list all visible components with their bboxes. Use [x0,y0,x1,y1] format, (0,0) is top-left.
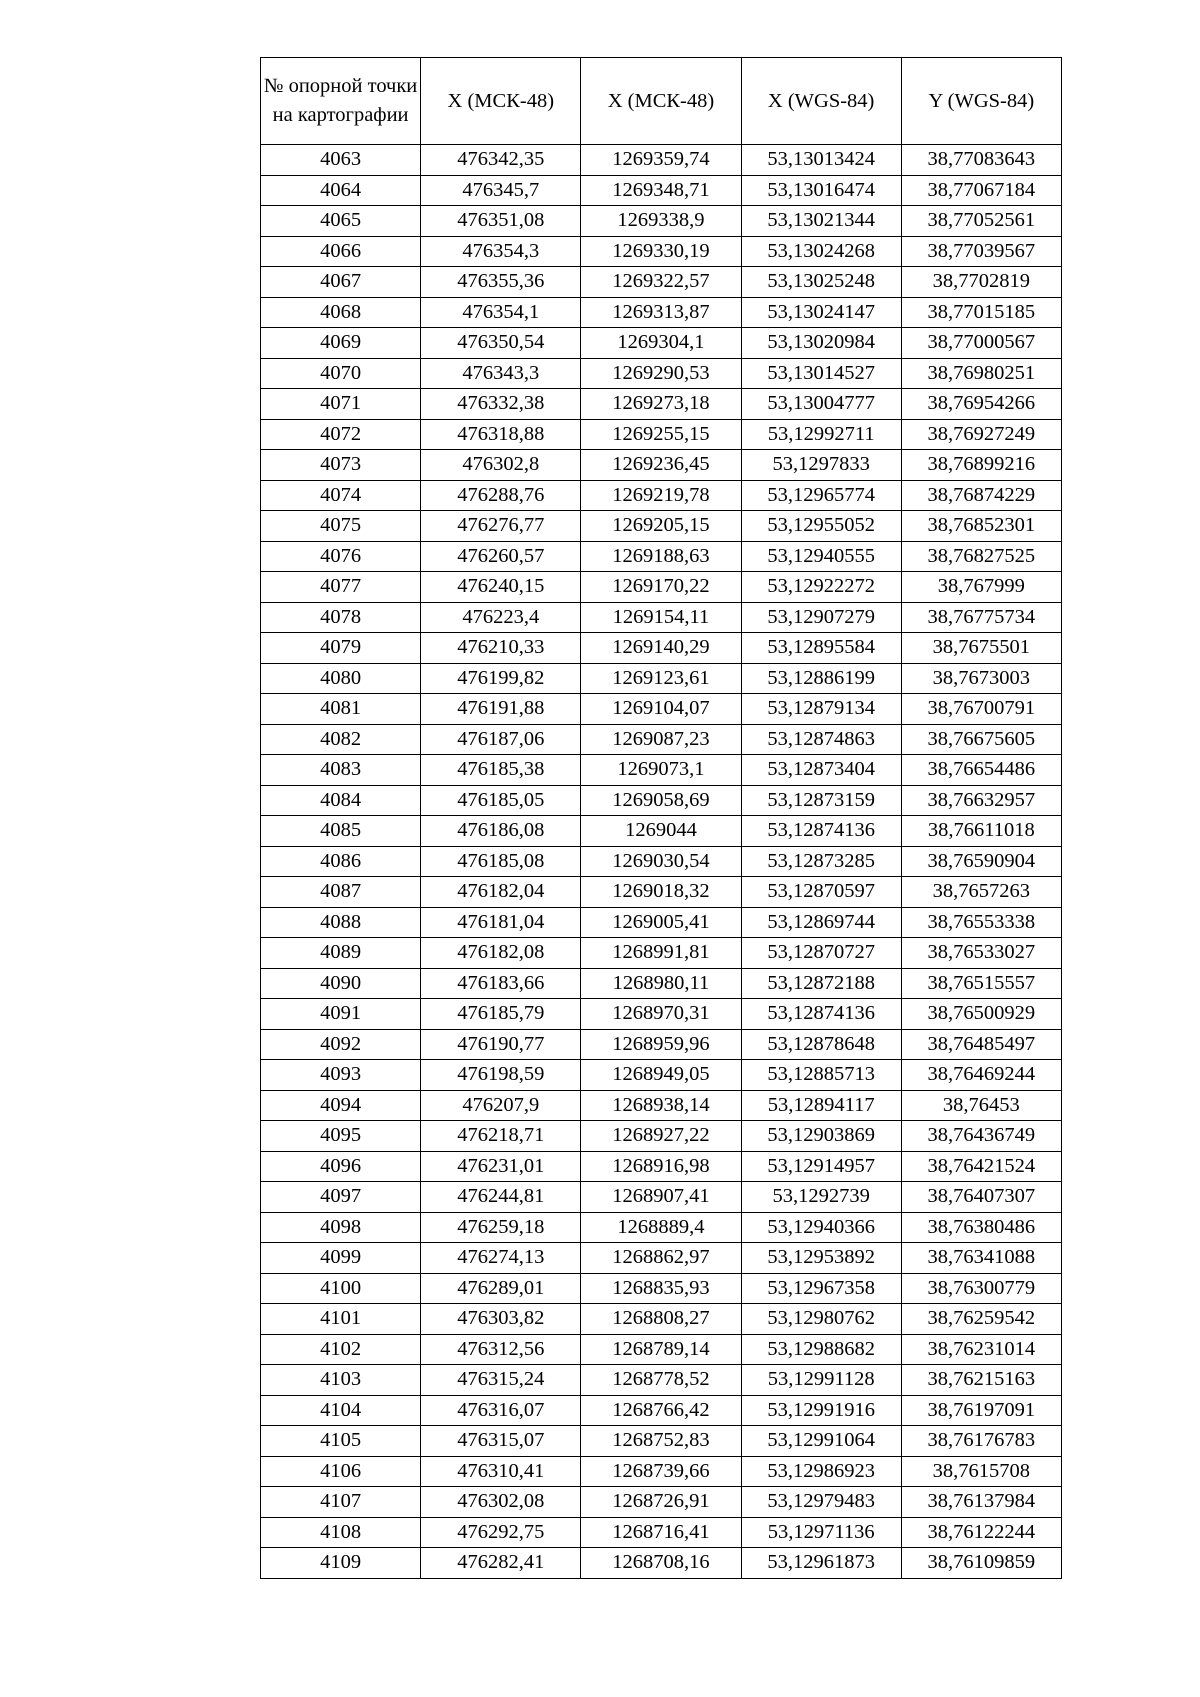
x-msk48-second-cell: 1268980,11 [581,968,741,999]
x-wgs84-cell: 53,12967358 [741,1273,901,1304]
x-msk48-second-cell: 1269073,1 [581,755,741,786]
x-msk48-second-cell: 1269273,18 [581,389,741,420]
x-msk48-second-cell: 1268708,16 [581,1548,741,1579]
point-number-cell: 4077 [261,572,421,603]
point-number-cell: 4108 [261,1517,421,1548]
x-msk48-second-cell: 1269154,11 [581,602,741,633]
table-row [261,297,1062,328]
x-msk48-cell: 476302,08 [421,1487,581,1518]
x-msk48-second-cell: 1269188,63 [581,541,741,572]
point-number-cell: 4086 [261,846,421,877]
x-wgs84-cell: 53,13004777 [741,389,901,420]
x-msk48-cell: 476210,33 [421,633,581,664]
table-row [261,1090,1062,1121]
x-msk48-second-cell: 1268766,42 [581,1395,741,1426]
y-wgs84-cell: 38,76852301 [901,511,1061,542]
table-row [261,755,1062,786]
x-msk48-second-cell: 1269087,23 [581,724,741,755]
x-msk48-second-cell: 1269123,61 [581,663,741,694]
x-msk48-cell: 476288,76 [421,480,581,511]
header-y-wgs84: Y (WGS-84) [901,58,1061,145]
x-msk48-cell: 476223,4 [421,602,581,633]
y-wgs84-cell: 38,76611018 [901,816,1061,847]
y-wgs84-cell: 38,76553338 [901,907,1061,938]
x-wgs84-cell: 53,12879134 [741,694,901,725]
x-wgs84-cell: 53,12872188 [741,968,901,999]
y-wgs84-cell: 38,76899216 [901,450,1061,481]
y-wgs84-cell: 38,76469244 [901,1060,1061,1091]
table-row [261,541,1062,572]
x-msk48-cell: 476260,57 [421,541,581,572]
x-msk48-second-cell: 1269170,22 [581,572,741,603]
x-msk48-second-cell: 1269313,87 [581,297,741,328]
table-row [261,1151,1062,1182]
point-number-cell: 4070 [261,358,421,389]
x-msk48-cell: 476181,04 [421,907,581,938]
table-row [261,877,1062,908]
x-wgs84-cell: 53,13013424 [741,145,901,176]
y-wgs84-cell: 38,76197091 [901,1395,1061,1426]
x-msk48-second-cell: 1269005,41 [581,907,741,938]
x-wgs84-cell: 53,12885713 [741,1060,901,1091]
point-number-cell: 4065 [261,206,421,237]
x-wgs84-cell: 53,12874863 [741,724,901,755]
x-wgs84-cell: 53,13024147 [741,297,901,328]
table-row [261,511,1062,542]
y-wgs84-cell: 38,76533027 [901,938,1061,969]
x-msk48-cell: 476318,88 [421,419,581,450]
x-msk48-cell: 476191,88 [421,694,581,725]
x-msk48-cell: 476185,79 [421,999,581,1030]
x-msk48-cell: 476354,3 [421,236,581,267]
x-wgs84-cell: 53,12870727 [741,938,901,969]
header-x-wgs84: X (WGS-84) [741,58,901,145]
x-msk48-second-cell: 1269290,53 [581,358,741,389]
y-wgs84-cell: 38,77039567 [901,236,1061,267]
x-msk48-cell: 476355,36 [421,267,581,298]
x-msk48-cell: 476274,13 [421,1243,581,1274]
y-wgs84-cell: 38,76421524 [901,1151,1061,1182]
y-wgs84-cell: 38,76654486 [901,755,1061,786]
coordinates-table [260,57,1062,1579]
table-row [261,846,1062,877]
x-msk48-cell: 476315,07 [421,1426,581,1457]
point-number-cell: 4071 [261,389,421,420]
x-msk48-cell: 476185,38 [421,755,581,786]
point-number-cell: 4076 [261,541,421,572]
x-wgs84-cell: 53,12894117 [741,1090,901,1121]
table-row [261,938,1062,969]
table-row [261,206,1062,237]
y-wgs84-cell: 38,76231014 [901,1334,1061,1365]
x-wgs84-cell: 53,12991916 [741,1395,901,1426]
table-row [261,358,1062,389]
x-msk48-cell: 476199,82 [421,663,581,694]
table-row [261,602,1062,633]
x-msk48-cell: 476190,77 [421,1029,581,1060]
x-wgs84-cell: 53,12873285 [741,846,901,877]
x-msk48-cell: 476185,05 [421,785,581,816]
x-wgs84-cell: 53,12986923 [741,1456,901,1487]
point-number-cell: 4094 [261,1090,421,1121]
table-body [261,145,1062,1579]
y-wgs84-cell: 38,76300779 [901,1273,1061,1304]
table-row [261,1243,1062,1274]
table-row [261,1365,1062,1396]
y-wgs84-cell: 38,76215163 [901,1365,1061,1396]
x-msk48-second-cell: 1268889,4 [581,1212,741,1243]
x-wgs84-cell: 53,12940555 [741,541,901,572]
table-row [261,1487,1062,1518]
y-wgs84-cell: 38,77015185 [901,297,1061,328]
table-row [261,1273,1062,1304]
x-msk48-second-cell: 1268938,14 [581,1090,741,1121]
table-row [261,1304,1062,1335]
x-msk48-second-cell: 1269255,15 [581,419,741,450]
x-wgs84-cell: 53,13025248 [741,267,901,298]
point-number-cell: 4109 [261,1548,421,1579]
table-row [261,1121,1062,1152]
x-wgs84-cell: 53,12971136 [741,1517,901,1548]
point-number-cell: 4081 [261,694,421,725]
table-row [261,1182,1062,1213]
x-msk48-second-cell: 1268716,41 [581,1517,741,1548]
table-row [261,907,1062,938]
x-msk48-second-cell: 1269030,54 [581,846,741,877]
y-wgs84-cell: 38,77083643 [901,145,1061,176]
x-msk48-second-cell: 1269219,78 [581,480,741,511]
x-wgs84-cell: 53,12988682 [741,1334,901,1365]
x-msk48-second-cell: 1268991,81 [581,938,741,969]
point-number-cell: 4101 [261,1304,421,1335]
x-wgs84-cell: 53,12873159 [741,785,901,816]
y-wgs84-cell: 38,76380486 [901,1212,1061,1243]
x-msk48-second-cell: 1269330,19 [581,236,741,267]
point-number-cell: 4105 [261,1426,421,1457]
table-row [261,999,1062,1030]
x-wgs84-cell: 53,12870597 [741,877,901,908]
x-msk48-second-cell: 1268959,96 [581,1029,741,1060]
x-wgs84-cell: 53,12991064 [741,1426,901,1457]
header-x-msk48: X (МСК-48) [421,58,581,145]
table-row [261,1060,1062,1091]
y-wgs84-cell: 38,76137984 [901,1487,1061,1518]
point-number-cell: 4107 [261,1487,421,1518]
point-number-cell: 4091 [261,999,421,1030]
x-msk48-second-cell: 1269338,9 [581,206,741,237]
table-row [261,968,1062,999]
x-msk48-cell: 476316,07 [421,1395,581,1426]
y-wgs84-cell: 38,76122244 [901,1517,1061,1548]
x-msk48-second-cell: 1268752,83 [581,1426,741,1457]
x-wgs84-cell: 53,12869744 [741,907,901,938]
x-wgs84-cell: 53,13014527 [741,358,901,389]
x-msk48-cell: 476354,1 [421,297,581,328]
point-number-cell: 4095 [261,1121,421,1152]
y-wgs84-cell: 38,76407307 [901,1182,1061,1213]
x-msk48-cell: 476276,77 [421,511,581,542]
x-msk48-cell: 476183,66 [421,968,581,999]
x-wgs84-cell: 53,12953892 [741,1243,901,1274]
x-msk48-cell: 476312,56 [421,1334,581,1365]
x-wgs84-cell: 53,12878648 [741,1029,901,1060]
table-row [261,480,1062,511]
y-wgs84-cell: 38,77067184 [901,175,1061,206]
point-number-cell: 4098 [261,1212,421,1243]
x-wgs84-cell: 53,12965774 [741,480,901,511]
x-wgs84-cell: 53,12955052 [741,511,901,542]
y-wgs84-cell: 38,76590904 [901,846,1061,877]
x-msk48-second-cell: 1269044 [581,816,741,847]
point-number-cell: 4092 [261,1029,421,1060]
x-wgs84-cell: 53,12907279 [741,602,901,633]
y-wgs84-cell: 38,7673003 [901,663,1061,694]
x-msk48-cell: 476240,15 [421,572,581,603]
table-header-row [261,58,1062,145]
y-wgs84-cell: 38,767999 [901,572,1061,603]
y-wgs84-cell: 38,76874229 [901,480,1061,511]
x-msk48-cell: 476289,01 [421,1273,581,1304]
y-wgs84-cell: 38,76436749 [901,1121,1061,1152]
x-msk48-second-cell: 1269236,45 [581,450,741,481]
x-wgs84-cell: 53,1297833 [741,450,901,481]
table-row [261,1548,1062,1579]
table-row [261,1517,1062,1548]
x-msk48-cell: 476244,81 [421,1182,581,1213]
table-row [261,816,1062,847]
x-msk48-second-cell: 1269359,74 [581,145,741,176]
point-number-cell: 4063 [261,145,421,176]
point-number-cell: 4078 [261,602,421,633]
y-wgs84-cell: 38,76109859 [901,1548,1061,1579]
table-row [261,572,1062,603]
x-wgs84-cell: 53,12992711 [741,419,901,450]
x-msk48-second-cell: 1269104,07 [581,694,741,725]
x-msk48-second-cell: 1268778,52 [581,1365,741,1396]
table-row [261,1212,1062,1243]
x-wgs84-cell: 53,13016474 [741,175,901,206]
x-msk48-cell: 476182,04 [421,877,581,908]
x-msk48-second-cell: 1268789,14 [581,1334,741,1365]
x-wgs84-cell: 53,12961873 [741,1548,901,1579]
point-number-cell: 4104 [261,1395,421,1426]
x-msk48-cell: 476332,38 [421,389,581,420]
x-msk48-second-cell: 1269018,32 [581,877,741,908]
y-wgs84-cell: 38,77000567 [901,328,1061,359]
table-row [261,328,1062,359]
point-number-cell: 4085 [261,816,421,847]
x-msk48-second-cell: 1268835,93 [581,1273,741,1304]
x-wgs84-cell: 53,13020984 [741,328,901,359]
y-wgs84-cell: 38,76700791 [901,694,1061,725]
x-wgs84-cell: 53,12991128 [741,1365,901,1396]
table-row [261,1426,1062,1457]
point-number-cell: 4096 [261,1151,421,1182]
x-wgs84-cell: 53,12873404 [741,755,901,786]
x-msk48-cell: 476342,35 [421,145,581,176]
x-msk48-second-cell: 1268927,22 [581,1121,741,1152]
x-msk48-second-cell: 1268970,31 [581,999,741,1030]
x-msk48-cell: 476310,41 [421,1456,581,1487]
y-wgs84-cell: 38,76927249 [901,419,1061,450]
x-wgs84-cell: 53,12922272 [741,572,901,603]
x-msk48-cell: 476187,06 [421,724,581,755]
x-msk48-second-cell: 1269348,71 [581,175,741,206]
x-msk48-cell: 476185,08 [421,846,581,877]
table-row [261,1395,1062,1426]
y-wgs84-cell: 38,76341088 [901,1243,1061,1274]
point-number-cell: 4106 [261,1456,421,1487]
header-x-msk48-second: X (МСК-48) [581,58,741,145]
point-number-cell: 4089 [261,938,421,969]
point-number-cell: 4079 [261,633,421,664]
y-wgs84-cell: 38,7615708 [901,1456,1061,1487]
y-wgs84-cell: 38,76453 [901,1090,1061,1121]
x-wgs84-cell: 53,12874136 [741,999,901,1030]
point-number-cell: 4082 [261,724,421,755]
x-msk48-second-cell: 1269304,1 [581,328,741,359]
x-msk48-second-cell: 1268739,66 [581,1456,741,1487]
point-number-cell: 4088 [261,907,421,938]
table-row [261,450,1062,481]
x-wgs84-cell: 53,1292739 [741,1182,901,1213]
table-row [261,145,1062,176]
x-msk48-cell: 476351,08 [421,206,581,237]
x-msk48-second-cell: 1269205,15 [581,511,741,542]
table-row [261,267,1062,298]
x-wgs84-cell: 53,13021344 [741,206,901,237]
y-wgs84-cell: 38,77052561 [901,206,1061,237]
x-msk48-second-cell: 1269058,69 [581,785,741,816]
point-number-cell: 4066 [261,236,421,267]
y-wgs84-cell: 38,7657263 [901,877,1061,908]
point-number-cell: 4087 [261,877,421,908]
y-wgs84-cell: 38,76515557 [901,968,1061,999]
x-msk48-cell: 476259,18 [421,1212,581,1243]
header-point-number: № опорной точки на картографии [261,58,421,145]
point-number-cell: 4064 [261,175,421,206]
y-wgs84-cell: 38,76775734 [901,602,1061,633]
x-msk48-cell: 476182,08 [421,938,581,969]
y-wgs84-cell: 38,76827525 [901,541,1061,572]
point-number-cell: 4075 [261,511,421,542]
y-wgs84-cell: 38,76675605 [901,724,1061,755]
x-msk48-cell: 476282,41 [421,1548,581,1579]
point-number-cell: 4068 [261,297,421,328]
x-wgs84-cell: 53,12874136 [741,816,901,847]
x-msk48-second-cell: 1268907,41 [581,1182,741,1213]
x-wgs84-cell: 53,12914957 [741,1151,901,1182]
x-msk48-cell: 476302,8 [421,450,581,481]
x-wgs84-cell: 53,12895584 [741,633,901,664]
x-wgs84-cell: 53,12980762 [741,1304,901,1335]
table-row [261,1334,1062,1365]
table-row [261,785,1062,816]
table-row [261,724,1062,755]
point-number-cell: 4072 [261,419,421,450]
x-msk48-cell: 476315,24 [421,1365,581,1396]
point-number-cell: 4102 [261,1334,421,1365]
x-msk48-second-cell: 1268808,27 [581,1304,741,1335]
point-number-cell: 4099 [261,1243,421,1274]
x-msk48-cell: 476231,01 [421,1151,581,1182]
y-wgs84-cell: 38,76632957 [901,785,1061,816]
x-msk48-cell: 476345,7 [421,175,581,206]
point-number-cell: 4093 [261,1060,421,1091]
x-msk48-cell: 476343,3 [421,358,581,389]
x-msk48-cell: 476198,59 [421,1060,581,1091]
x-wgs84-cell: 53,12979483 [741,1487,901,1518]
y-wgs84-cell: 38,76176783 [901,1426,1061,1457]
x-msk48-second-cell: 1268916,98 [581,1151,741,1182]
x-msk48-second-cell: 1268862,97 [581,1243,741,1274]
point-number-cell: 4080 [261,663,421,694]
y-wgs84-cell: 38,7702819 [901,267,1061,298]
y-wgs84-cell: 38,76980251 [901,358,1061,389]
x-wgs84-cell: 53,13024268 [741,236,901,267]
point-number-cell: 4084 [261,785,421,816]
point-number-cell: 4067 [261,267,421,298]
x-wgs84-cell: 53,12886199 [741,663,901,694]
table-row [261,633,1062,664]
x-msk48-cell: 476218,71 [421,1121,581,1152]
table-row [261,1029,1062,1060]
table-row [261,236,1062,267]
x-msk48-second-cell: 1269140,29 [581,633,741,664]
y-wgs84-cell: 38,76954266 [901,389,1061,420]
x-msk48-second-cell: 1268949,05 [581,1060,741,1091]
x-msk48-cell: 476292,75 [421,1517,581,1548]
point-number-cell: 4090 [261,968,421,999]
table-row [261,694,1062,725]
table-row [261,389,1062,420]
x-msk48-cell: 476186,08 [421,816,581,847]
table-row [261,663,1062,694]
point-number-cell: 4103 [261,1365,421,1396]
x-msk48-second-cell: 1268726,91 [581,1487,741,1518]
x-msk48-cell: 476207,9 [421,1090,581,1121]
x-msk48-cell: 476350,54 [421,328,581,359]
x-msk48-cell: 476303,82 [421,1304,581,1335]
x-wgs84-cell: 53,12940366 [741,1212,901,1243]
table-row [261,1456,1062,1487]
y-wgs84-cell: 38,7675501 [901,633,1061,664]
table-row [261,175,1062,206]
point-number-cell: 4073 [261,450,421,481]
y-wgs84-cell: 38,76500929 [901,999,1061,1030]
y-wgs84-cell: 38,76259542 [901,1304,1061,1335]
x-msk48-second-cell: 1269322,57 [581,267,741,298]
table-row [261,419,1062,450]
x-wgs84-cell: 53,12903869 [741,1121,901,1152]
point-number-cell: 4083 [261,755,421,786]
point-number-cell: 4069 [261,328,421,359]
point-number-cell: 4074 [261,480,421,511]
point-number-cell: 4100 [261,1273,421,1304]
y-wgs84-cell: 38,76485497 [901,1029,1061,1060]
point-number-cell: 4097 [261,1182,421,1213]
